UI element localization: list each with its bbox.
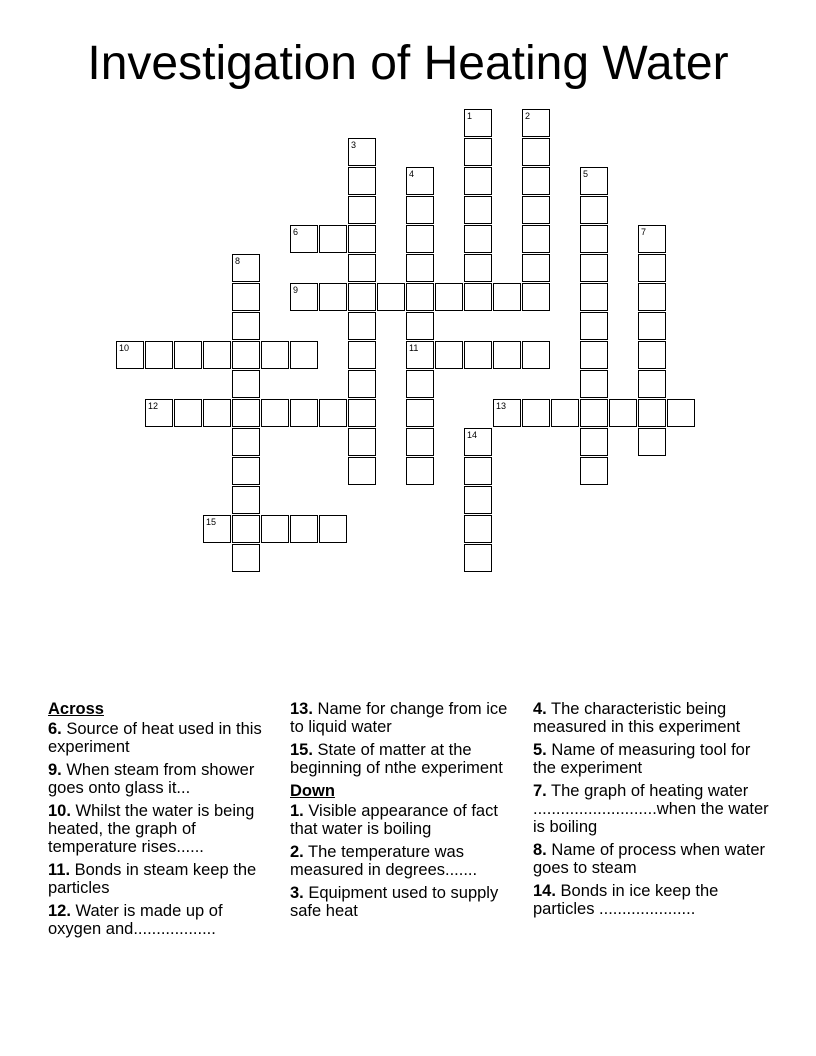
grid-cell[interactable] [406, 399, 434, 427]
clue-across-13: 13. Name for change from ice to liquid water [290, 700, 508, 736]
grid-cell[interactable] [522, 225, 550, 253]
grid-cell[interactable] [464, 515, 492, 543]
clue-down-5: 5. Name of measuring tool for the experiment [533, 741, 751, 777]
cell-number: 12 [148, 401, 159, 411]
grid-cell[interactable] [580, 196, 608, 224]
grid-cell[interactable] [638, 428, 666, 456]
grid-cell[interactable] [609, 399, 637, 427]
grid-cell[interactable] [232, 370, 260, 398]
grid-cell[interactable] [406, 370, 434, 398]
grid-cell[interactable] [464, 341, 492, 369]
grid-cell[interactable] [522, 196, 550, 224]
grid-cell[interactable] [522, 167, 550, 195]
grid-cell[interactable] [261, 515, 289, 543]
grid-cell[interactable] [580, 283, 608, 311]
grid-cell[interactable] [493, 283, 521, 311]
clue-across-12: 12. Water is made up of oxygen and.................. [48, 902, 223, 938]
cell-number: 7 [641, 227, 647, 237]
clue-down-4: 4. The characteristic being measured in this experiment [533, 700, 741, 736]
grid-cell[interactable] [406, 254, 434, 282]
cell-number: 14 [467, 430, 478, 440]
grid-cell[interactable] [232, 312, 260, 340]
grid-cell[interactable] [232, 341, 260, 369]
grid-cell[interactable] [580, 254, 608, 282]
grid-cell[interactable] [522, 399, 550, 427]
clue-across-10: 10. Whilst the water is being heated, the graph of temperature rises...... [48, 802, 255, 856]
grid-cell[interactable] [580, 225, 608, 253]
clues-column-1 [48, 700, 278, 943]
clue-down-14: 14. Bonds in ice keep the particles ..................... [533, 882, 719, 918]
grid-cell[interactable] [522, 283, 550, 311]
grid-cell[interactable] [348, 167, 376, 195]
cell-number: 15 [206, 517, 217, 527]
grid-cell[interactable] [464, 457, 492, 485]
grid-cell[interactable] [348, 370, 376, 398]
clue-across-6: 6. Source of heat used in this experiment [48, 720, 262, 756]
grid-cell[interactable] [348, 225, 376, 253]
grid-cell[interactable] [348, 283, 376, 311]
grid-cell[interactable] [464, 225, 492, 253]
grid-cell[interactable] [290, 341, 318, 369]
clue-down-7: 7. The graph of heating water ...........................when the water is boiling [533, 782, 769, 836]
grid-cell[interactable] [232, 399, 260, 427]
grid-cell[interactable] [580, 370, 608, 398]
grid-cell[interactable] [522, 341, 550, 369]
clue-down-1: 1. Visible appearance of fact that water is boiling [290, 802, 498, 838]
grid-cell[interactable] [464, 254, 492, 282]
clue-down-2: 2. The temperature was measured in degrees....... [290, 843, 478, 879]
cell-number: 9 [293, 285, 299, 295]
grid-cell[interactable] [638, 370, 666, 398]
grid-cell[interactable] [435, 341, 463, 369]
grid-cell[interactable] [261, 399, 289, 427]
grid-cell[interactable] [377, 283, 405, 311]
grid-cell[interactable] [464, 196, 492, 224]
grid-cell[interactable] [145, 341, 173, 369]
clues-column-2 [290, 700, 515, 925]
grid-cell[interactable] [638, 399, 666, 427]
clue-down-3: 3. Equipment used to supply safe heat [290, 884, 499, 920]
grid-cell[interactable] [319, 399, 347, 427]
grid-cell[interactable] [232, 486, 260, 514]
grid-cell[interactable] [348, 341, 376, 369]
grid-cell[interactable] [638, 254, 666, 282]
cell-number: 6 [293, 227, 299, 237]
grid-cell[interactable] [232, 515, 260, 543]
down-heading: Down [290, 782, 335, 800]
cell-number: 11 [409, 343, 419, 353]
grid-cell[interactable] [319, 283, 347, 311]
grid-cell[interactable] [406, 283, 434, 311]
cell-number: 10 [119, 343, 130, 353]
grid-cell[interactable] [464, 283, 492, 311]
clues-column-3 [533, 700, 773, 923]
grid-cell[interactable] [319, 515, 347, 543]
grid-cell[interactable] [232, 428, 260, 456]
grid-cell[interactable] [464, 544, 492, 572]
grid-cell[interactable] [203, 341, 231, 369]
grid-cell[interactable] [464, 138, 492, 166]
grid-cell[interactable] [522, 254, 550, 282]
grid-cell[interactable] [232, 457, 260, 485]
grid-cell[interactable] [464, 486, 492, 514]
page-title: Investigation of Heating Water [87, 37, 729, 90]
grid-cell[interactable] [348, 254, 376, 282]
cell-number: 2 [525, 111, 531, 121]
grid-cell[interactable] [348, 196, 376, 224]
grid-cell[interactable] [232, 283, 260, 311]
grid-cell[interactable] [580, 399, 608, 427]
grid-cell[interactable] [580, 341, 608, 369]
cell-number: 1 [467, 111, 473, 121]
grid-cell[interactable] [638, 312, 666, 340]
grid-cell[interactable] [464, 167, 492, 195]
across-heading: Across [48, 700, 104, 718]
cell-number: 5 [583, 169, 589, 179]
grid-cell[interactable] [174, 341, 202, 369]
cell-number: 8 [235, 256, 241, 266]
clue-across-15: 15. State of matter at the beginning of nthe experiment [290, 741, 503, 777]
grid-cell[interactable] [348, 399, 376, 427]
grid-cell[interactable] [174, 399, 202, 427]
clue-across-9: 9. When steam from shower goes onto glass it... [48, 761, 255, 797]
grid-cell[interactable] [348, 428, 376, 456]
grid-cell[interactable] [551, 399, 579, 427]
grid-cell[interactable] [580, 428, 608, 456]
grid-cell[interactable] [522, 138, 550, 166]
cell-number: 4 [409, 169, 415, 179]
grid-cell[interactable] [406, 312, 434, 340]
grid-cell[interactable] [406, 428, 434, 456]
grid-cell[interactable] [406, 457, 434, 485]
grid-cell[interactable] [435, 283, 463, 311]
grid-cell[interactable] [580, 457, 608, 485]
grid-cell[interactable] [493, 341, 521, 369]
cell-number: 3 [351, 140, 357, 150]
grid-cell[interactable] [290, 515, 318, 543]
grid-cell[interactable] [348, 457, 376, 485]
grid-cell[interactable] [638, 341, 666, 369]
grid-cell[interactable] [232, 544, 260, 572]
grid-cell[interactable] [667, 399, 695, 427]
grid-cell[interactable] [406, 196, 434, 224]
grid-cell[interactable] [638, 283, 666, 311]
clue-down-8: 8. Name of process when water goes to steam [533, 841, 766, 877]
clue-across-11: 11. Bonds in steam keep the particles [48, 861, 257, 897]
grid-cell[interactable] [261, 341, 289, 369]
grid-cell[interactable] [203, 399, 231, 427]
grid-cell[interactable] [580, 312, 608, 340]
cell-number: 13 [496, 401, 507, 411]
grid-cell[interactable] [290, 399, 318, 427]
grid-cell[interactable] [319, 225, 347, 253]
grid-cell[interactable] [406, 225, 434, 253]
grid-cell[interactable] [348, 312, 376, 340]
